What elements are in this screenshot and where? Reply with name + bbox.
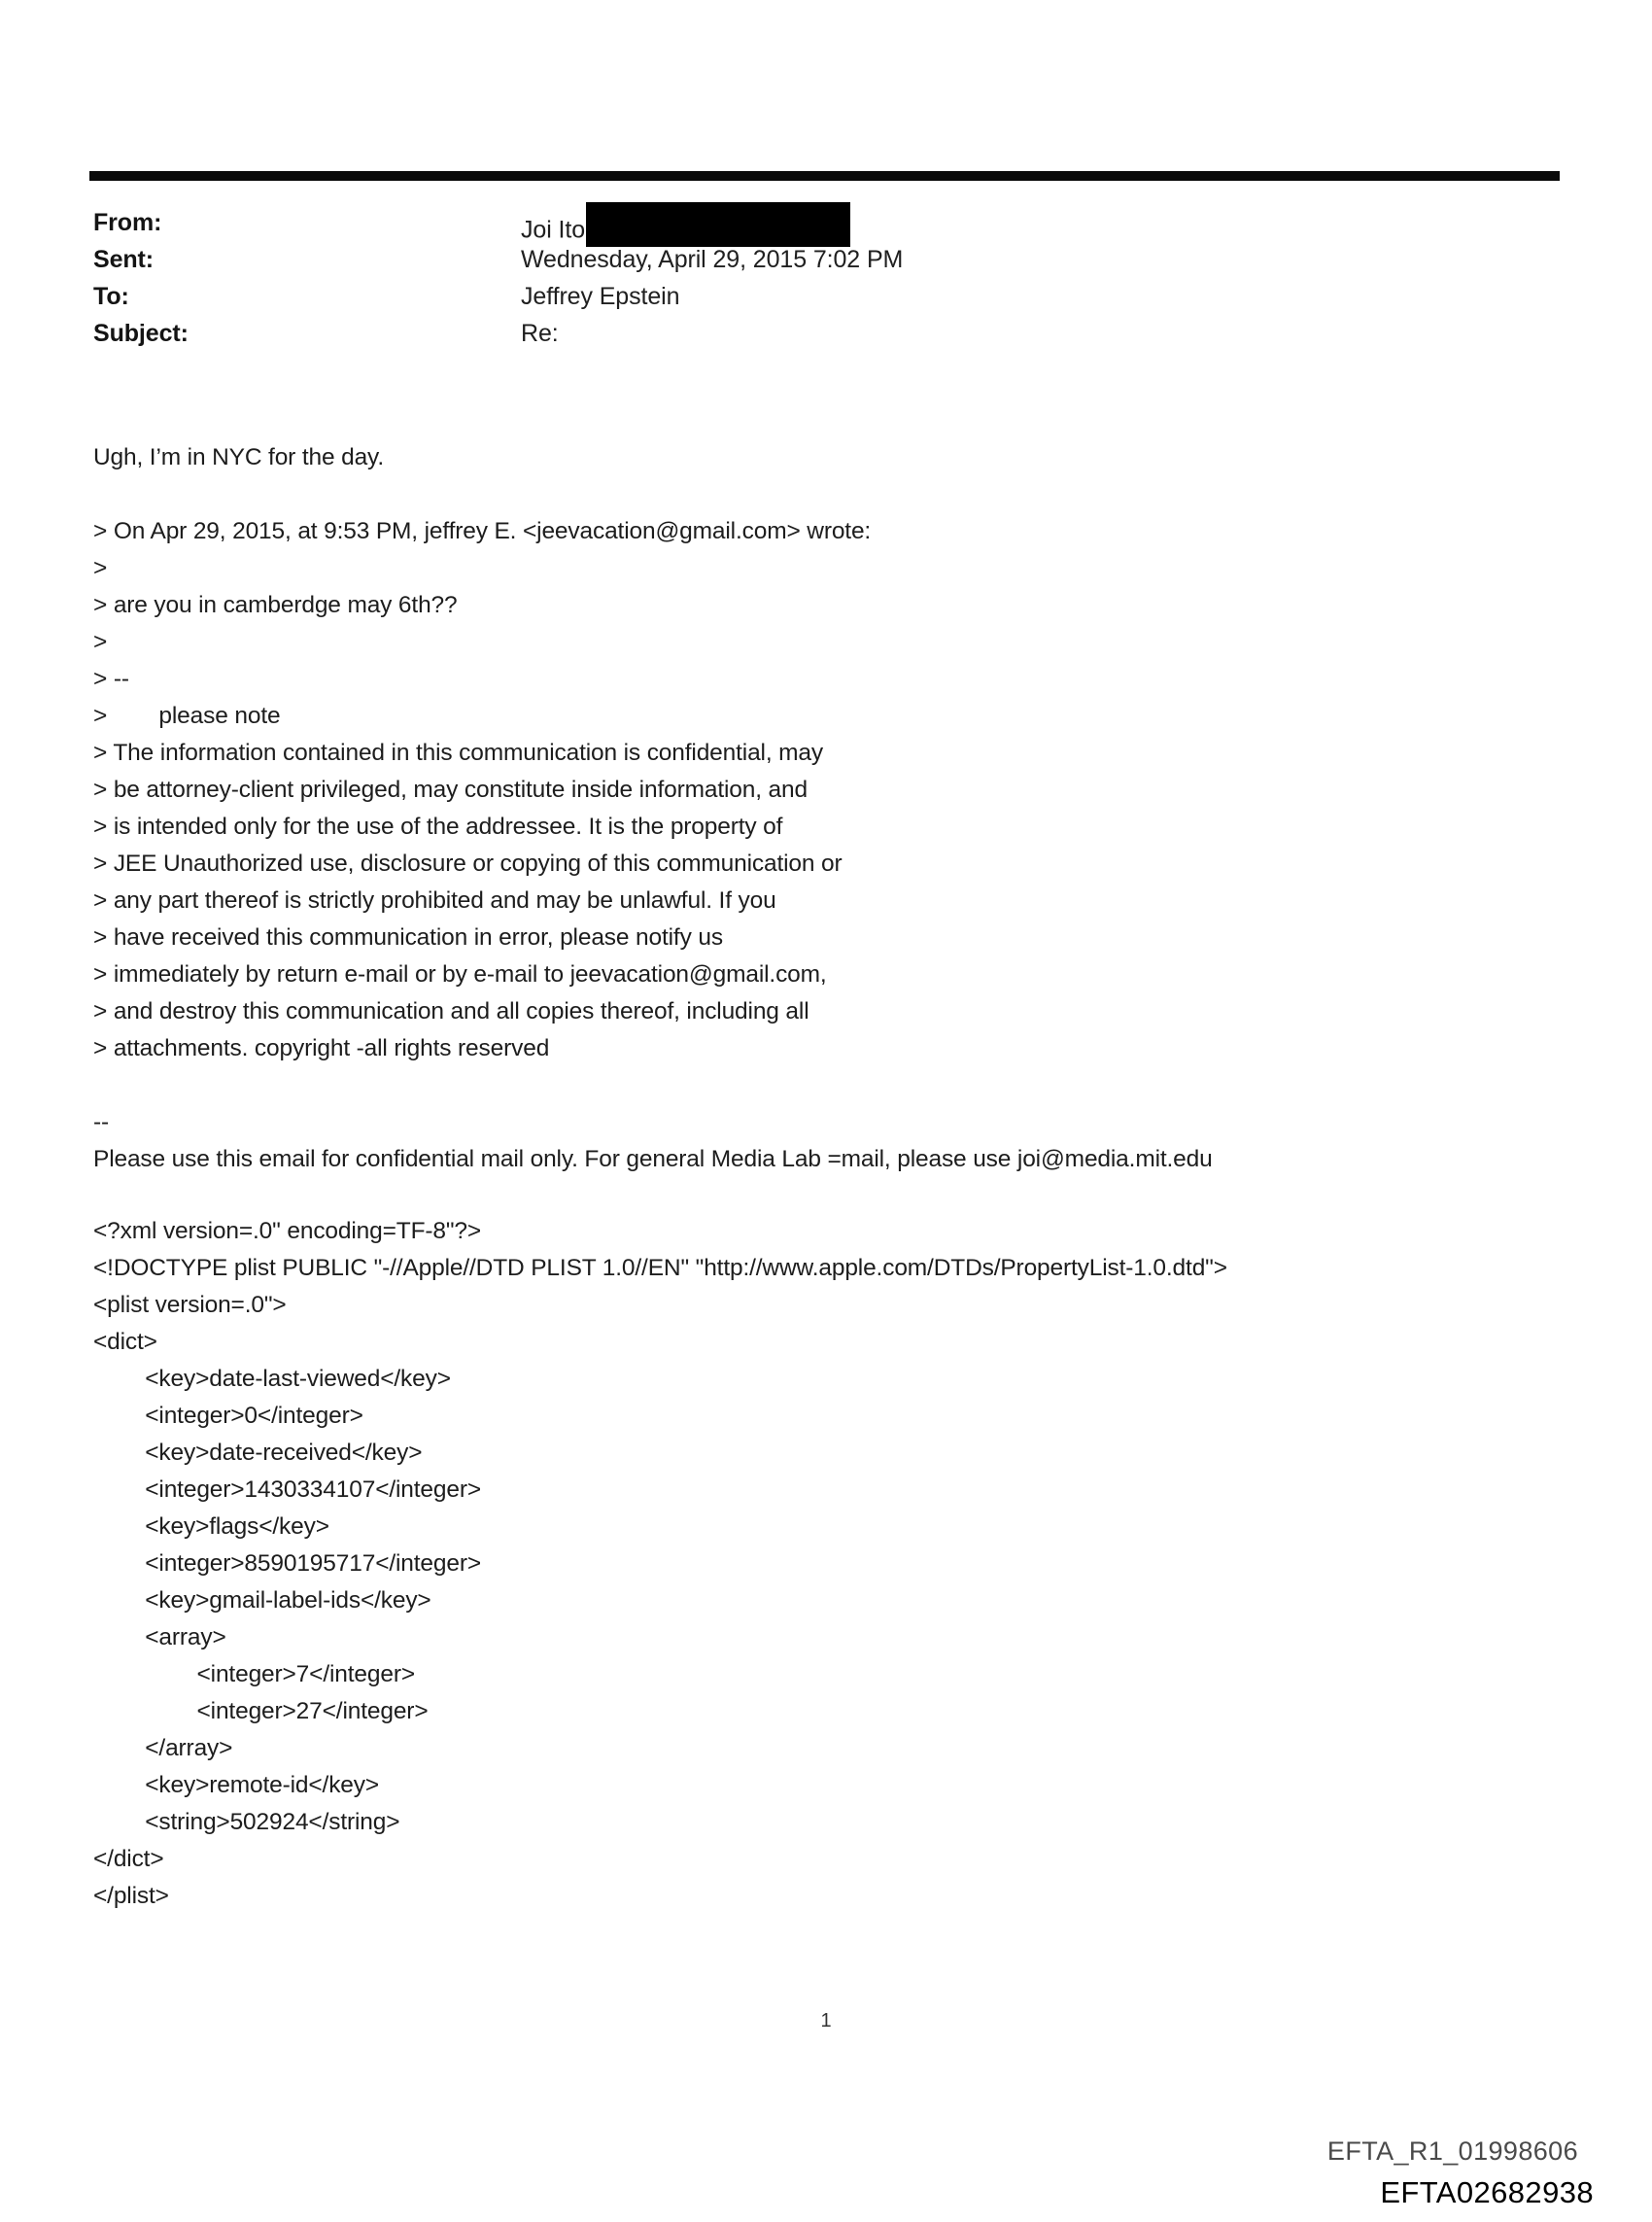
body-line: >: [93, 555, 108, 581]
body-line: --: [93, 1109, 110, 1135]
xml-line: <integer>0</integer>: [93, 1403, 363, 1429]
body-blank-line: [93, 476, 1570, 513]
body-line: > please note: [93, 703, 281, 729]
xml-line: <!DOCTYPE plist PUBLIC "-//Apple//DTD PLIST 1.0//EN" "http://www.apple.com/DTDs/PropertyList-1.0.dtd">: [93, 1255, 1227, 1281]
xml-line: </plist>: [93, 1883, 169, 1909]
body-line: > have received this communication in error, please notify us: [93, 924, 723, 951]
body-line: > is intended only for the use of the addressee. It is the property of: [93, 814, 783, 840]
xml-line: </dict>: [93, 1846, 164, 1872]
body-line: > immediately by return e-mail or by e-mail to jeevacation@gmail.com,: [93, 961, 827, 988]
xml-line: <string>502924</string>: [93, 1809, 400, 1835]
xml-line: <key>gmail-label-ids</key>: [93, 1587, 431, 1614]
body-line: > and destroy this communication and all copies thereof, including all: [93, 998, 809, 1024]
header-value-sent: Wednesday, April 29, 2015 7:02 PM: [521, 246, 904, 273]
header-label-sent: Sent:: [93, 246, 155, 273]
xml-line: <key>remote-id</key>: [93, 1772, 380, 1798]
header-value-to: Jeffrey Epstein: [521, 283, 680, 310]
xml-line: <key>date-last-viewed</key>: [93, 1366, 451, 1392]
email-header-table: [93, 209, 1454, 357]
xml-line: <integer>27</integer>: [93, 1698, 429, 1724]
body-line: Please use this email for confidential mail only. For general Media Lab =mail, please use joi@media.mit.edu: [93, 1146, 1213, 1172]
xml-line: <integer>8590195717</integer>: [93, 1550, 482, 1577]
header-row-subject: [93, 320, 1454, 357]
header-row-to: [93, 283, 1454, 320]
from-sender-name: Joi Ito: [521, 216, 585, 244]
bates-number-upper: EFTA_R1_01998606: [1326, 2136, 1578, 2166]
header-label-from: From:: [93, 209, 162, 236]
header-value-subject: Re:: [521, 320, 559, 347]
xml-line: <key>date-received</key>: [93, 1440, 423, 1466]
body-line: > any part thereof is strictly prohibited and may be unlawful. If you: [93, 887, 776, 914]
body-line: > On Apr 29, 2015, at 9:53 PM, jeffrey E. <jeevacation@gmail.com> wrote:: [93, 518, 872, 544]
body-line: >: [93, 629, 108, 655]
body-line: > are you in camberdge may 6th??: [93, 592, 458, 618]
email-body: [93, 439, 1570, 1178]
page-number: 1: [820, 2010, 832, 2031]
body-line: > --: [93, 666, 129, 692]
body-line: > The information contained in this communication is confidential, may: [93, 740, 823, 766]
xml-line: <integer>7</integer>: [93, 1661, 415, 1687]
body-line: Ugh, I’m in NYC for the day.: [93, 444, 384, 470]
header-rule: [89, 171, 1560, 181]
bates-number-lower: EFTA02682938: [1380, 2175, 1594, 2209]
body-line: > JEE Unauthorized use, disclosure or copying of this communication or: [93, 851, 843, 877]
xml-line: <key>flags</key>: [93, 1513, 329, 1540]
header-label-subject: Subject:: [93, 320, 189, 347]
body-line: > attachments. copyright -all rights reserved: [93, 1035, 550, 1061]
plist-attachment-block: [93, 1213, 1590, 1915]
redaction-bar-from-email: [586, 202, 850, 247]
xml-line: </array>: [93, 1735, 233, 1761]
header-label-to: To:: [93, 283, 129, 310]
body-line: > be attorney-client privileged, may constitute inside information, and: [93, 777, 808, 803]
body-blank-line: [93, 1067, 1570, 1104]
xml-line: <dict>: [93, 1329, 157, 1355]
xml-line: <?xml version=.0" encoding=TF-8"?>: [93, 1218, 482, 1244]
header-row-sent: [93, 246, 1454, 283]
xml-line: <plist version=.0">: [93, 1292, 287, 1318]
header-row-from: [93, 209, 1454, 246]
xml-line: <array>: [93, 1624, 226, 1650]
xml-line: <integer>1430334107</integer>: [93, 1476, 482, 1503]
